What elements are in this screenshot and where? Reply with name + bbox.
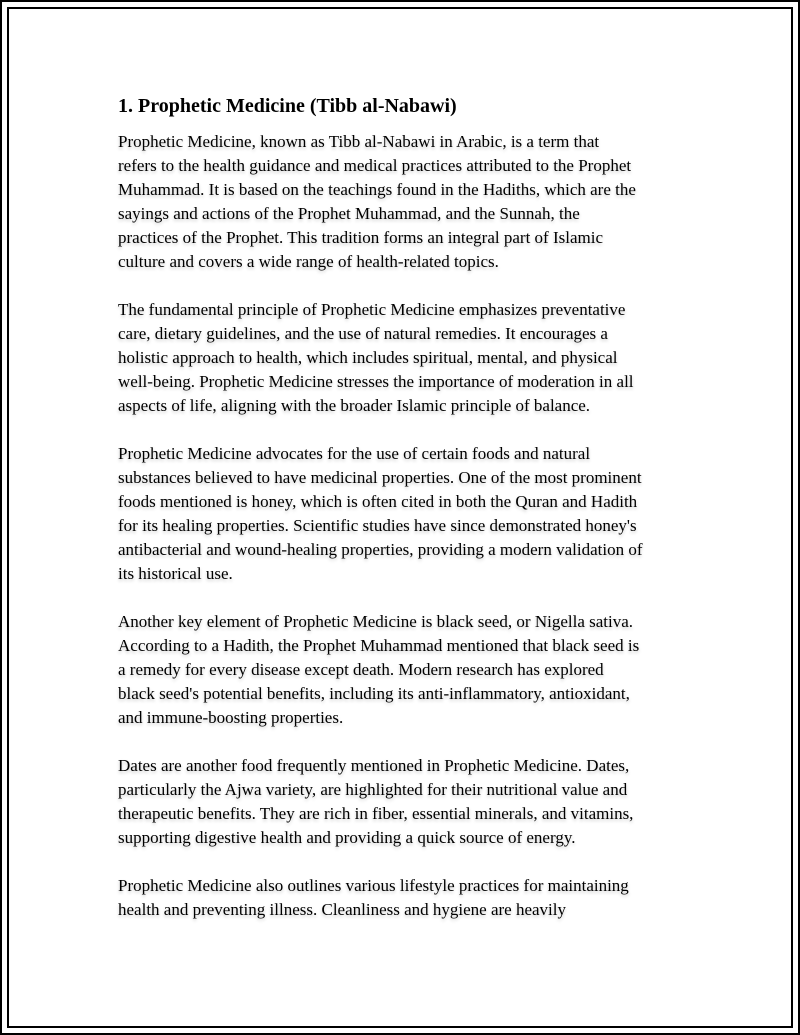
paragraph-dates: Dates are another food frequently mentioned in Prophetic Medicine. Dates, particularly the Ajwa variety, are highlighted for their nutritional value and therapeutic benefits. They are rich in fiber, essential minerals, and vitamins, supporting digestive health and providing a quick source of energy. — [118, 756, 634, 847]
paragraph-introduction: Prophetic Medicine, known as Tibb al-Nabawi in Arabic, is a term that refers to the health guidance and medical practices attributed to the Prophet Muhammad. It is based on the teachings found in the Hadiths, which are the sayings and actions of the Prophet Muhammad, and the Sunnah, the practices of the Prophet. This tradition forms an integral part of Islamic culture and covers a wide range of health-related topics. — [118, 132, 636, 271]
paragraph-honey: Prophetic Medicine advocates for the use of certain foods and natural substances believed to have medicinal properties. One of the most prominent foods mentioned is honey, which is often cited in both the Quran and Hadith for its healing properties. Scientific studies have since demonstrated honey's antibacterial and wound-healing properties, providing a modern validation of its historical use. — [118, 444, 643, 583]
paragraph-black-seed: Another key element of Prophetic Medicine is black seed, or Nigella sativa. According to a Hadith, the Prophet Muhammad mentioned that black seed is a remedy for every disease except death. Modern research has explored black seed's potential benefits, including its anti-inflammatory, antioxidant, and immune-boosting properties. — [118, 612, 640, 727]
paragraph-lifestyle: Prophetic Medicine also outlines various lifestyle practices for maintaining health and preventing illness. Cleanliness and hygiene are heavily — [118, 876, 629, 919]
paragraph-fundamental-principle: The fundamental principle of Prophetic Medicine emphasizes preventative care, dietary guidelines, and the use of natural remedies. It encourages a holistic approach to health, which includes spiritual, mental, and physical well-being. Prophetic Medicine stresses the importance of moderation in all aspects of life, aligning with the broader Islamic principle of balance. — [118, 300, 634, 415]
document-body — [118, 94, 698, 946]
section-heading: 1. Prophetic Medicine (Tibb al-Nabawi) — [118, 95, 457, 117]
